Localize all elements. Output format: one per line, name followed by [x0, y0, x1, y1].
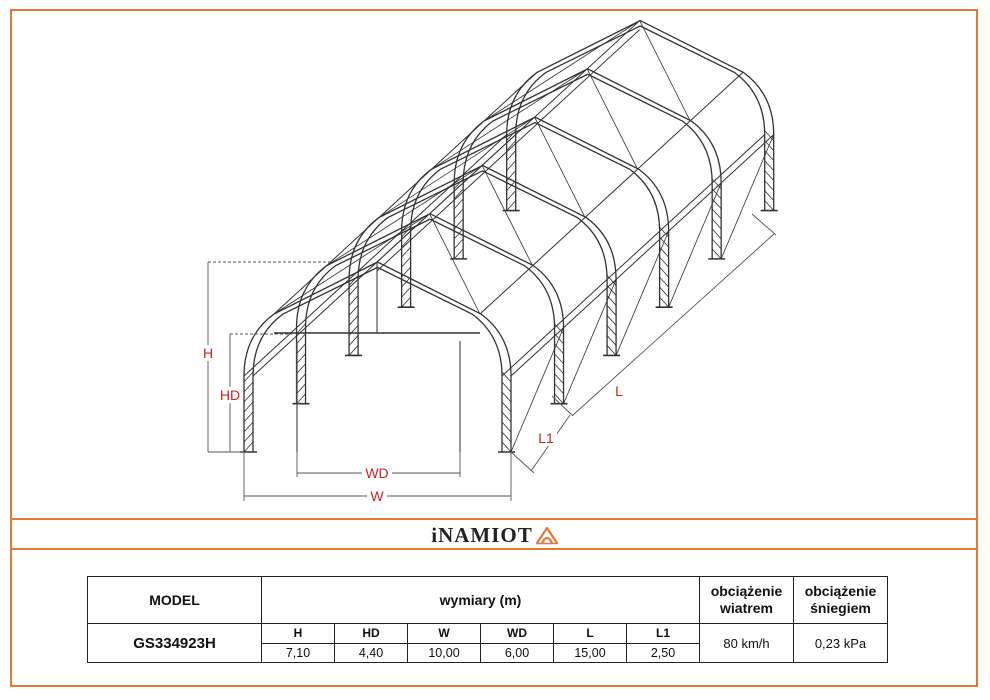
val-w: 10,00	[408, 643, 481, 663]
snow-load-header: obciążenie śniegiem	[794, 577, 888, 624]
model-header: MODEL	[88, 577, 262, 624]
dimension-labels	[198, 345, 626, 504]
val-l1: 2,50	[627, 643, 700, 663]
val-l: 15,00	[554, 643, 627, 663]
table-header-row	[88, 577, 888, 624]
col-w: W	[408, 624, 481, 644]
table-subheader-row	[88, 624, 888, 644]
val-wd: 6,00	[481, 643, 554, 663]
tent-diagram	[12, 11, 978, 517]
val-hd: 4,40	[335, 643, 408, 663]
dim-label-l1: L1	[538, 430, 554, 446]
col-l: L	[554, 624, 627, 644]
tent-structure	[240, 21, 778, 452]
dimensions-header: wymiary (m)	[262, 577, 700, 624]
brand-name: iNAMIOT	[431, 522, 533, 547]
dim-label-hd: HD	[219, 387, 241, 403]
col-l1: L1	[627, 624, 700, 644]
dimension-lines	[208, 214, 776, 501]
wind-load-value: 80 km/h	[700, 624, 794, 663]
brand-logo	[0, 520, 990, 550]
wind-load-header: obciążenie wiatrem	[700, 577, 794, 624]
dim-label-l: L	[615, 383, 623, 399]
col-hd: HD	[335, 624, 408, 644]
tent-logo-icon	[535, 525, 559, 545]
spec-table	[87, 576, 888, 663]
snow-load-value: 0,23 kPa	[794, 624, 888, 663]
dim-label-w: W	[370, 488, 384, 504]
col-wd: WD	[481, 624, 554, 644]
val-h: 7,10	[262, 643, 335, 663]
dim-label-h: H	[202, 345, 214, 361]
dim-label-wd: WD	[365, 465, 389, 481]
model-value: GS334923H	[88, 624, 262, 663]
col-h: H	[262, 624, 335, 644]
